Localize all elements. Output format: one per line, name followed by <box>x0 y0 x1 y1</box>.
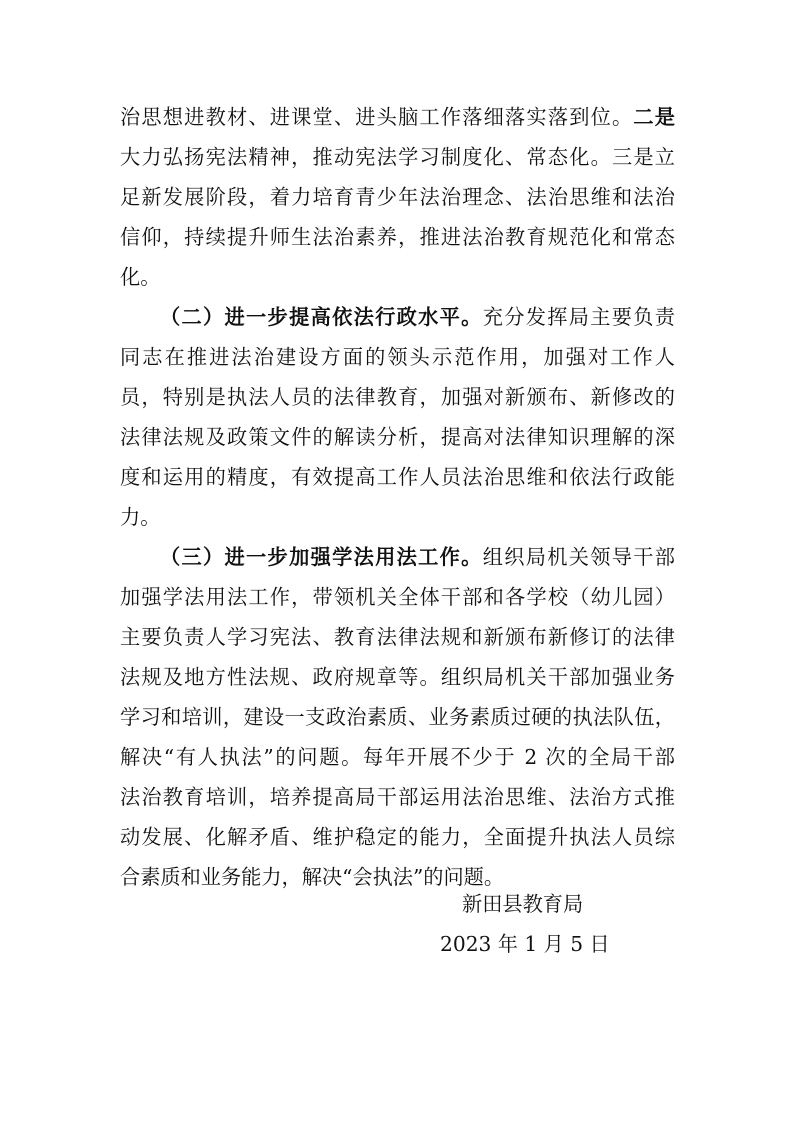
paragraph-3-line-4: 法规及地方性法规、政府规章等。组织局机关干部加强业务 <box>120 665 675 689</box>
paragraph-1-line-1-text: 治思想进教材、进课堂、进头脑工作落细落实落到位。 <box>120 105 634 129</box>
paragraph-2-heading: （二）进一步提高依法行政水平。 <box>160 305 483 329</box>
paragraph-3-heading: （三）进一步加强学法用法工作。 <box>160 545 483 569</box>
paragraph-2-line-4: 法律法规及政策文件的解读分析，提高对法律知识理解的深 <box>120 425 675 449</box>
paragraph-2-line-6: 力。 <box>120 505 161 529</box>
paragraph-1-line-2: 大力弘扬宪法精神，推动宪法学习制度化、常态化。三是立 <box>120 145 675 169</box>
paragraph-2-line-2: 同志在推进法治建设方面的领头示范作用，加强对工作人 <box>120 345 675 369</box>
paragraph-3-line-7: 法治教育培训，培养提高局干部运用法治思维、法治方式推 <box>120 785 675 809</box>
paragraph-3-line-9: 合素质和业务能力，解决“会执法”的问题。 <box>120 865 505 889</box>
paragraph-3-line-3: 主要负责人学习宪法、教育法律法规和新颁布新修订的法律 <box>120 625 675 649</box>
paragraph-3-line-2: 加强学法用法工作，带领机关全体干部和各学校（幼儿园） <box>120 585 675 609</box>
signature-organization: 新田县教育局 <box>462 892 584 916</box>
paragraph-3-line-1 <box>160 537 675 577</box>
paragraph-1-line-1 <box>120 97 675 137</box>
paragraph-3-line-8: 动发展、化解矛盾、维护稳定的能力，全面提升执法人员综 <box>120 825 675 849</box>
paragraph-2-line-1-text: 充分发挥局主要负责 <box>482 305 675 329</box>
signature-date: 2023 年 1 月 5 日 <box>440 932 610 956</box>
paragraph-2-line-3: 员，特别是执法人员的法律教育，加强对新颁布、新修改的 <box>120 385 675 409</box>
paragraph-3-line-5: 学习和培训，建设一支政治素质、业务素质过硬的执法队伍， <box>120 705 675 729</box>
paragraph-3-line-1-text: 组织局机关领导干部 <box>482 545 675 569</box>
paragraph-1-line-1-bold: 二是 <box>633 105 675 129</box>
paragraph-1-line-3: 足新发展阶段，着力培育青少年法治理念、法治思维和法治 <box>120 185 675 209</box>
paragraph-2-line-1 <box>160 297 675 337</box>
paragraph-2-line-5: 度和运用的精度，有效提高工作人员法治思维和依法行政能 <box>120 465 675 489</box>
paragraph-3-line-6: 解决“有人执法”的问题。每年开展不少于 2 次的全局干部 <box>120 745 675 769</box>
paragraph-1-line-4: 信仰，持续提升师生法治素养，推进法治教育规范化和常态 <box>120 225 675 249</box>
paragraph-1-line-5: 化。 <box>120 265 161 289</box>
